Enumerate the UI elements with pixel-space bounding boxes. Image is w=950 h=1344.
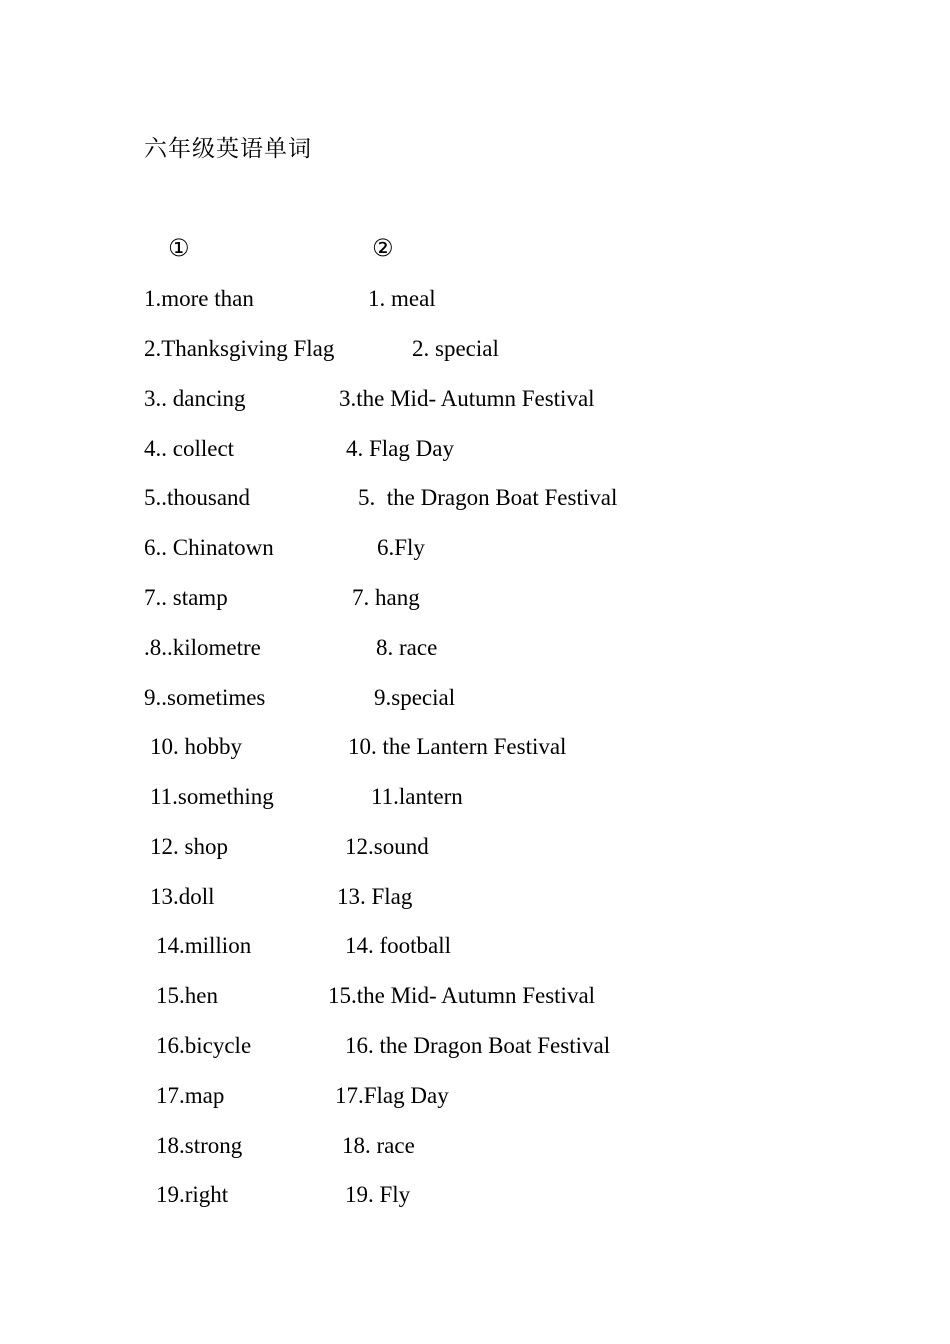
right-word-11: 11.lantern [371, 784, 463, 809]
left-word-8: .8..kilometre [144, 635, 261, 660]
left-word-10: 10. hobby [150, 734, 242, 759]
left-word-2: 2.Thanksgiving Flag [144, 336, 335, 361]
right-word-9: 9.special [374, 685, 456, 710]
left-word-18: 18.strong [156, 1133, 243, 1158]
page-title: 六年级英语单词 [144, 136, 312, 162]
left-word-5: 5..thousand [144, 485, 251, 510]
right-word-12: 12.sound [345, 834, 429, 859]
left-word-7: 7.. stamp [144, 585, 228, 610]
right-word-15: 15.the Mid- Autumn Festival [328, 983, 596, 1008]
right-word-6: 6.Fly [377, 535, 425, 560]
left-word-19: 19.right [156, 1182, 229, 1207]
right-word-18: 18. race [342, 1133, 415, 1158]
left-word-16: 16.bicycle [156, 1033, 252, 1058]
left-word-14: 14.million [156, 933, 252, 958]
right-word-1: 1. meal [368, 286, 436, 311]
column-marker-2: ② [372, 234, 394, 262]
right-word-16: 16. the Dragon Boat Festival [345, 1033, 611, 1058]
left-word-9: 9..sometimes [144, 685, 266, 710]
right-word-5: 5. the Dragon Boat Festival [358, 485, 618, 510]
left-word-3: 3.. dancing [144, 386, 246, 411]
left-word-1: 1.more than [144, 286, 254, 311]
right-word-8: 8. race [376, 635, 438, 660]
right-word-3: 3.the Mid- Autumn Festival [339, 386, 595, 411]
left-word-4: 4.. collect [144, 436, 235, 461]
right-word-17: 17.Flag Day [335, 1083, 449, 1108]
left-word-6: 6.. Chinatown [144, 535, 274, 560]
right-word-7: 7. hang [352, 585, 420, 610]
right-word-10: 10. the Lantern Festival [348, 734, 567, 759]
left-word-13: 13.doll [150, 884, 215, 909]
right-word-4: 4. Flag Day [346, 436, 454, 461]
right-word-2: 2. special [412, 336, 499, 361]
column-marker-1: ① [168, 234, 190, 262]
left-word-17: 17.map [156, 1083, 225, 1108]
left-word-12: 12. shop [150, 834, 228, 859]
right-word-14: 14. football [345, 933, 452, 958]
right-word-13: 13. Flag [337, 884, 413, 909]
left-word-15: 15.hen [156, 983, 218, 1008]
left-word-11: 11.something [150, 784, 274, 809]
right-word-19: 19. Fly [345, 1182, 411, 1207]
